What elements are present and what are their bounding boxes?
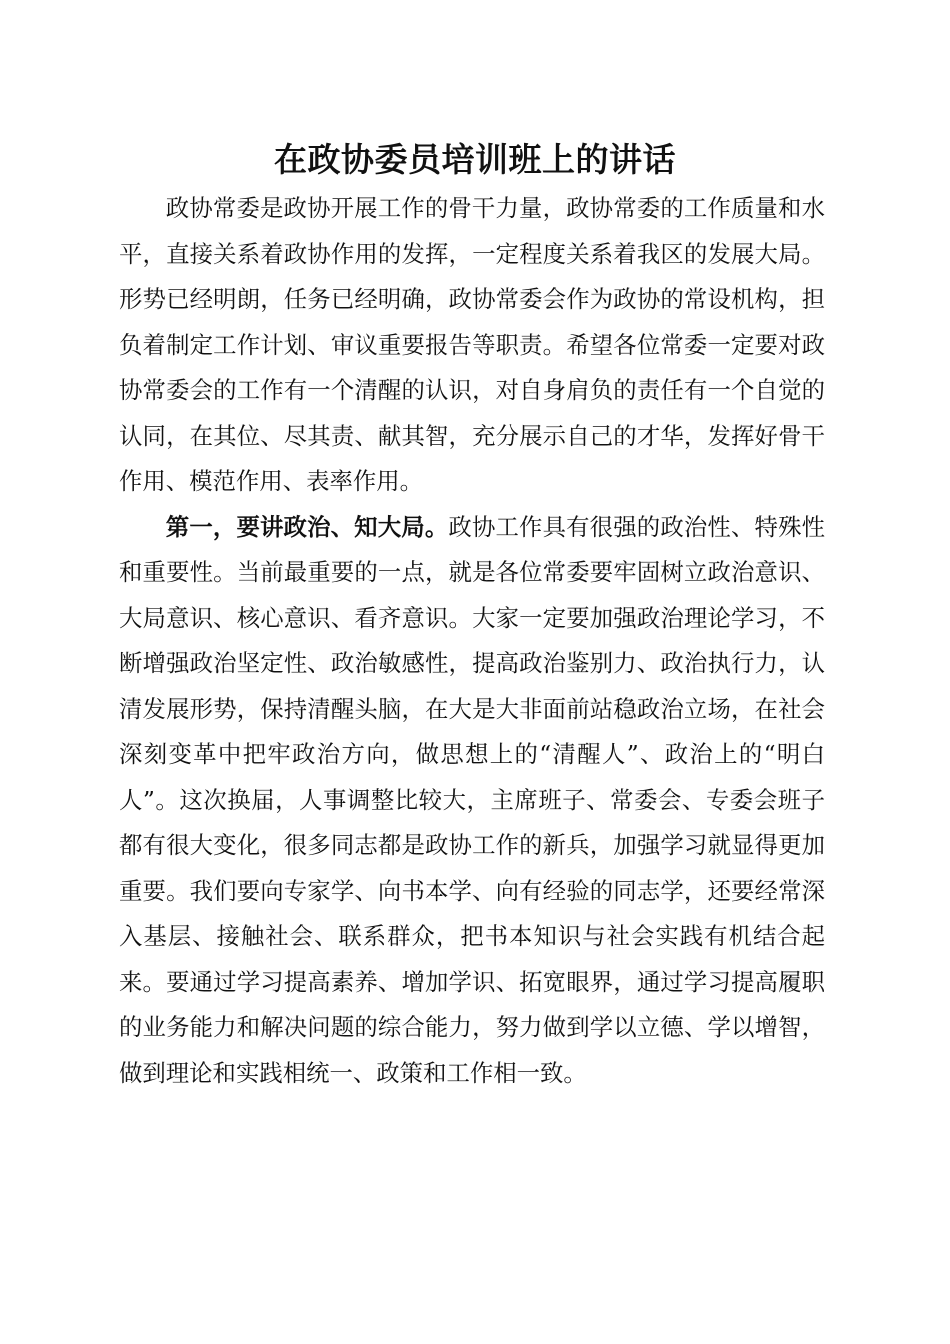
paragraph-first-point xyxy=(119,505,825,1097)
paragraph-intro xyxy=(119,186,825,505)
document-title: 在政协委员培训班上的讲话 xyxy=(274,140,676,179)
paragraph-text: 政协常委是政协开展工作的骨干力量，政协常委的工作质量和水平，直接关系着政协作用的发挥，一定程度关系着我区的发展大局。形势已经明朗，任务已经明确，政协常委会作为政协的常设机构，担负着制定工作计划、审议重要报告等职责。希望各位常委一定要对政协常委会的工作有一个清醒的认识，对自身肩负的责任有一个自觉的认同，在其位、尽其责、献其智，充分展示自己的才华，发挥好骨干作用、模范作用、表率作用。 xyxy=(119,194,825,495)
paragraph-lead: 第一，要讲政治、知大局。 xyxy=(165,512,449,541)
paragraph-text: 政协工作具有很强的政治性、特殊性和重要性。当前最重要的一点，就是各位常委要牢固树立政治意识、大局意识、核心意识、看齐意识。大家一定要加强政治理论学习，不断增强政治坚定性、政治敏感性，提高政治鉴别力、政治执行力，认清发展形势，保持清醒头脑，在大是大非面前站稳政治立场，在社会深刻变革中把牢政治方向，做思想上的“清醒人”、政治上的“明白人”。这次换届，人事调整比较大，主席班子、常委会、专委会班子都有很大变化，很多同志都是政协工作的新兵，加强学习就显得更加重要。我们要向专家学、向书本学、向有经验的同志学，还要经常深入基层、接触社会、联系群众，把书本知识与社会实践有机结合起来。要通过学习提高素养、增加学识、拓宽眼界，通过学习提高履职的业务能力和解决问题的综合能力，努力做到学以立德、学以增智，做到理论和实践相统一、政策和工作相一致。 xyxy=(119,512,826,1087)
document-body xyxy=(119,186,825,1096)
